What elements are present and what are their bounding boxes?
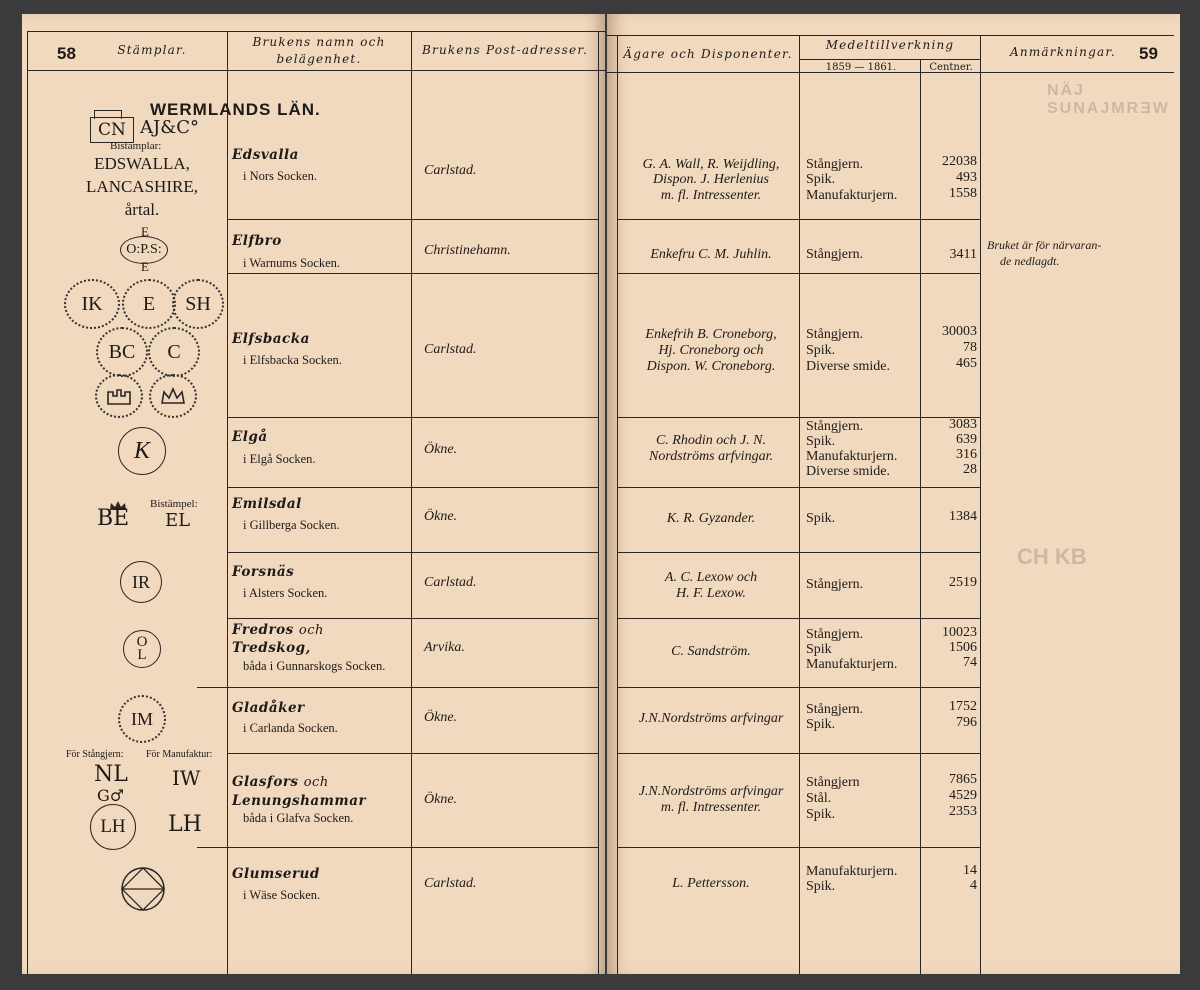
- circled-diamond-icon: [120, 866, 166, 912]
- quantity: 1506: [949, 640, 977, 655]
- left-border: [27, 31, 28, 974]
- works-name-2: Lenungshammar: [232, 793, 367, 809]
- post-address: Ökne.: [424, 509, 458, 524]
- header-stamps: Stämplar.: [117, 43, 187, 57]
- owner-line: L. Pettersson.: [672, 876, 750, 891]
- column-divider-stamps: [227, 31, 228, 974]
- stamp-lh-circle: LH: [90, 804, 136, 850]
- owner-line: m. fl. Intressenter.: [660, 188, 762, 203]
- quantity: 1384: [949, 509, 977, 524]
- quantity: 4529: [949, 788, 977, 803]
- header-works: Brukens namn och belägenhet.: [252, 35, 386, 66]
- product: Spik.: [806, 879, 836, 894]
- stamp-artal: årtal.: [124, 200, 160, 219]
- stamp-elfbro-top: E: [141, 224, 149, 239]
- header-top-rule: [607, 35, 1174, 36]
- works-parish: i Carlanda Socken.: [243, 721, 338, 735]
- stamp-ajc: AJ&C°: [140, 117, 200, 138]
- product: Spik: [806, 642, 832, 657]
- product: Manufakturjern.: [806, 188, 898, 203]
- quantity: 1752: [949, 699, 977, 714]
- owner-line: Enkefrih B. Croneborg,: [645, 327, 777, 342]
- product: Spik.: [806, 434, 836, 449]
- stamp-edswalla: EDSWALLA,: [94, 154, 190, 173]
- header-unit: Centner.: [929, 62, 973, 73]
- sub-stamps-label: Bistämplar:: [110, 140, 162, 152]
- works-name: Emilsdal: [232, 496, 302, 512]
- quantity: 74: [963, 655, 977, 670]
- quantity: 3083: [949, 417, 977, 432]
- works-parish: i Alsters Socken.: [243, 586, 328, 600]
- works-parish: i Elfsbacka Socken.: [243, 353, 342, 367]
- row-rule: [227, 417, 598, 418]
- county-title: WERMLANDS LÄN.: [150, 100, 321, 119]
- product: Stångjern: [806, 775, 860, 790]
- header-production: Medeltillverkning: [825, 38, 955, 52]
- quantity: 3411: [949, 247, 977, 262]
- stamp-bc: BC: [96, 327, 148, 377]
- product: Manufakturjern.: [806, 657, 898, 672]
- left-page: [22, 14, 605, 974]
- quantity: 465: [956, 356, 977, 371]
- works-name-conj: och: [303, 775, 329, 790]
- row-rule: [197, 847, 598, 848]
- works-parish: i Gillberga Socken.: [243, 518, 340, 532]
- header-years: 1859 — 1861.: [825, 62, 897, 73]
- post-address: Carlstad.: [424, 876, 477, 891]
- remark-line: de nedlagdt.: [1000, 254, 1060, 268]
- works-parish: i Wäse Socken.: [243, 888, 321, 902]
- works-name: [232, 774, 329, 790]
- works-parish: båda i Gunnarskogs Socken.: [243, 659, 386, 673]
- post-address: Carlstad.: [424, 342, 477, 357]
- row-rule: [227, 487, 598, 488]
- castle-icon: [106, 386, 132, 406]
- owner-line: Dispon. W. Croneborg.: [646, 359, 776, 374]
- bleed-through: NÄJ SUNAJMRƎW: [1047, 82, 1170, 117]
- quantity: 493: [956, 170, 977, 185]
- stamp-c: C: [148, 327, 200, 377]
- product: Stångjern.: [806, 627, 864, 642]
- product: Stångjern.: [806, 157, 864, 172]
- quantity: 2519: [949, 575, 977, 590]
- works-name-1: Fredros: [232, 622, 294, 638]
- works-name: [232, 622, 324, 638]
- works-name: Elfsbacka: [232, 331, 310, 347]
- quantity: 1558: [949, 186, 977, 201]
- stamp-lh: LH: [168, 812, 202, 837]
- stamp-fredros-bottom: L: [137, 647, 147, 663]
- stamp-ir: IR: [120, 561, 162, 603]
- row-rule: [227, 552, 598, 553]
- owner-line: K. R. Gyzander.: [666, 511, 756, 526]
- owner-line: Nordströms arfvingar.: [649, 449, 773, 464]
- row-rule: [617, 219, 980, 220]
- row-rule: [617, 753, 980, 754]
- stamp-el: EL: [165, 510, 191, 531]
- post-address: Ökne.: [424, 442, 458, 457]
- crown-icon: [159, 386, 187, 406]
- header-bottom-rule: [27, 70, 605, 71]
- stamp-be: BE: [97, 506, 130, 531]
- quantity: 316: [956, 447, 977, 462]
- stamp-lancashire: LANCASHIRE,: [86, 177, 198, 196]
- works-parish: båda i Glafva Socken.: [243, 811, 354, 825]
- product: Manufakturjern.: [806, 864, 898, 879]
- stamp-elfbro-bottom: E: [141, 259, 149, 274]
- product: Stångjern.: [806, 577, 864, 592]
- header-top-rule: [27, 31, 605, 32]
- stamp-label-manufacture: För Manufaktur:: [146, 749, 213, 760]
- owner-line: m. fl. Intressenter.: [660, 800, 762, 815]
- post-address: Carlstad.: [424, 575, 477, 590]
- works-name: Forsnäs: [232, 564, 295, 580]
- quantity: 4: [970, 878, 977, 893]
- crown-icon: [109, 496, 127, 506]
- works-name: Glumserud: [232, 866, 320, 882]
- sub-stamp-label: Bistämpel:: [150, 498, 198, 510]
- owner-line: A. C. Lexow och: [664, 570, 758, 585]
- quantity: 10023: [942, 625, 977, 640]
- stamp-im: IM: [118, 695, 166, 743]
- column-divider-products: [920, 59, 921, 974]
- stamp-sh: SH: [172, 279, 224, 329]
- column-divider-post: [598, 31, 599, 974]
- owner-line: Dispon. J. Herlenius: [653, 172, 769, 187]
- stamp-k: K: [118, 427, 166, 475]
- bleed-through: CH KB: [1017, 544, 1087, 569]
- stamp-nl: NL: [94, 762, 128, 787]
- product: Spik.: [806, 343, 836, 358]
- row-rule: [197, 687, 598, 688]
- stamp-crown-1: [95, 374, 143, 418]
- quantity: 639: [956, 432, 977, 447]
- stamp-e: E: [122, 279, 176, 329]
- production-subheader-rule: [799, 59, 980, 60]
- product: Manufakturjern.: [806, 449, 898, 464]
- stamp-diamond-circle: [120, 866, 166, 912]
- stamp-fredros-top: O: [136, 634, 148, 650]
- post-address: Christinehamn.: [424, 243, 511, 258]
- row-rule: [227, 273, 598, 274]
- stamp-cn: CN: [90, 117, 134, 143]
- product: Spik.: [806, 172, 836, 187]
- owner-line: J.N.Nordströms arfvingar: [638, 711, 784, 726]
- product: Diverse smide.: [806, 359, 890, 374]
- row-rule: [617, 687, 980, 688]
- stamp-crown-2: [149, 374, 197, 418]
- right-page: [607, 14, 1180, 974]
- product: Stångjern.: [806, 327, 864, 342]
- works-name: Elfbro: [232, 233, 282, 249]
- owner-line: C. Rhodin och J. N.: [655, 433, 767, 448]
- row-rule: [617, 417, 980, 418]
- works-name-2: Tredskog,: [232, 640, 311, 656]
- works-parish: i Nors Socken.: [243, 169, 317, 183]
- stamp-iw: IW: [172, 766, 201, 790]
- product: Spik.: [806, 717, 836, 732]
- quantity: 28: [963, 462, 977, 477]
- works-name: Edsvalla: [232, 147, 299, 163]
- page-number: 58: [57, 44, 76, 63]
- quantity: 22038: [942, 154, 977, 169]
- stamp-fredros: [123, 630, 161, 668]
- owner-line: G. A. Wall, R. Weijdling,: [642, 157, 780, 172]
- quantity: 7865: [949, 772, 977, 787]
- post-address: Carlstad.: [424, 163, 477, 178]
- row-rule: [227, 753, 598, 754]
- owner-line: J.N.Nordströms arfvingar: [638, 784, 784, 799]
- header-remarks: Anmärkningar.: [1010, 45, 1116, 59]
- page-number: 59: [1139, 44, 1158, 63]
- row-rule: [617, 847, 980, 848]
- row-rule: [617, 273, 980, 274]
- header-post: Brukens Post-adresser.: [422, 43, 588, 57]
- owner-line: C. Sandström.: [671, 644, 751, 659]
- works-name: Elgå: [232, 429, 268, 445]
- remark-line: Bruket är för närvaran-: [987, 238, 1102, 252]
- post-address: Ökne.: [424, 792, 458, 807]
- quantity: 14: [963, 863, 977, 878]
- post-address: Ökne.: [424, 710, 458, 725]
- works-name-conj: och: [298, 623, 324, 638]
- stamp-ik: IK: [64, 279, 120, 329]
- owner-line: Enkefru C. M. Juhlin.: [650, 247, 772, 262]
- row-rule: [617, 487, 980, 488]
- quantity: 30003: [942, 324, 977, 339]
- stamp-ops: O:P.S:: [120, 236, 168, 264]
- product: Stångjern.: [806, 419, 864, 434]
- column-divider-production: [980, 35, 981, 974]
- owner-line: H. F. Lexow.: [676, 586, 746, 601]
- product: Spik.: [806, 511, 836, 526]
- product: Stål.: [806, 791, 832, 806]
- stamp-g-mars: G♂: [97, 786, 125, 805]
- stamp-label-bar-iron: För Stångjern:: [66, 749, 124, 760]
- product: Diverse smide.: [806, 464, 890, 479]
- row-rule: [617, 552, 980, 553]
- quantity: 78: [963, 340, 977, 355]
- column-divider-works: [411, 31, 412, 974]
- product: Spik.: [806, 807, 836, 822]
- quantity: 2353: [949, 804, 977, 819]
- row-rule: [617, 618, 980, 619]
- works-parish: i Warnums Socken.: [243, 256, 341, 270]
- works-name-1: Glasfors: [232, 774, 299, 790]
- quantity: 796: [956, 715, 977, 730]
- product: Stångjern.: [806, 247, 864, 262]
- owner-line: Hj. Croneborg och: [658, 343, 764, 358]
- product: Stångjern.: [806, 702, 864, 717]
- header-owners: Ägare och Disponenter.: [623, 47, 793, 61]
- works-parish: i Elgå Socken.: [243, 452, 316, 466]
- works-name: Gladåker: [232, 700, 305, 716]
- row-rule: [227, 618, 598, 619]
- post-address: Arvika.: [424, 640, 465, 655]
- row-rule: [227, 219, 598, 220]
